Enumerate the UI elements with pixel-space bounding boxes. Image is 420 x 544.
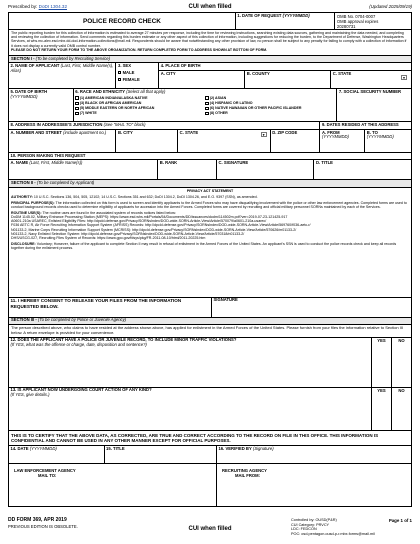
verified-by-field[interactable] [217, 446, 411, 463]
routine-label: ROUTINE USE(S): [11, 210, 42, 215]
verification-row [9, 446, 411, 464]
law-enforcement-mail-block[interactable] [9, 464, 217, 506]
burden-text: The public reporting burden for this collection of information is estimated to average 27 minutes per response, including the time for reviewing instructions, searching existing data sources, gathering and maintaining the data needed, and completing and reviewing the collection of information. Send comments regarding this burden estimate or any other aspect of this collection of information, including suggestions for reducing the burden, to the Department of Defense, Washington Headquarters Services, at whs.mc-alex.esd.mbx.dd-dod-information-collections@mail.mil. Respondents should be aware that notwithstanding any other provision of law, no person shall be subject to any penalty for failing to comply with a collection of information if it does not display a currently valid OMB control number. [11, 31, 407, 48]
sorn-line: F036 AETC R, Air Force Recruiting Information Support System (AFRISS) Records: http://dpcld.defense.gov/Privacy/SORNsIndex/DOD-wide-SORN-Article-View/Article/569760/f036-aetc-r/ [11, 223, 311, 228]
q13-yes-label: YES [377, 387, 386, 393]
sex-female-option[interactable] [116, 77, 158, 84]
race-option[interactable] [205, 96, 335, 100]
applicant-name-hint: (Last, First, Middle Name(s), Alias) [10, 63, 114, 74]
race-checkbox[interactable] [205, 96, 208, 99]
female-label: FEMALE [122, 76, 140, 82]
q12-no-label: NO [398, 337, 405, 343]
consent-row [9, 298, 411, 318]
race-column-right [205, 96, 335, 116]
to-label: B. TO [366, 129, 378, 135]
to-format: (YYYYMMDD) [366, 134, 394, 140]
race-column-left [75, 96, 205, 116]
privacy-act-statement [9, 188, 411, 298]
resided-to-field[interactable] [365, 130, 411, 152]
q12-text: 12. DOES THE APPLICANT HAVE A POLICE OR JUVENILE RECORD, TO INCLUDE MINOR TRAFFIC VIOLATIONS? [10, 337, 237, 343]
resided-from-field[interactable] [320, 130, 365, 152]
race-option[interactable] [205, 101, 335, 105]
cui-category: CUI Category: PRVCY [290, 522, 330, 527]
section-3-note: (To be completed by Police or Juvenile Agency) [38, 317, 127, 323]
requester-name-hint: (Last, First, Middle Name(s)) [29, 160, 83, 166]
q13-text: 13. IS APPLICANT NOW UNDERGOING COURT ACTION OF ANY KIND? [10, 387, 152, 393]
verify-date-format: (YYYYMMDD) [29, 445, 57, 451]
dates-resided-label: 9. DATES RESIDED AT THIS ADDRESS [321, 122, 399, 128]
poc: POC: osd.pentagon.ousd-p-r.mbx.forms@mail.mil [290, 531, 375, 536]
section-2-heading [9, 180, 411, 187]
race-option-label: (8) OTHER [209, 111, 228, 116]
law-mail-to-label: MAIL TO: [38, 472, 57, 478]
consent-statement: 11. I HEREBY CONSENT TO RELEASE YOUR FILES FROM THE INFORMATION REQUESTED BELOW. [9, 298, 212, 317]
chevron-down-icon[interactable]: ▾ [401, 75, 407, 80]
race-option[interactable] [75, 96, 205, 100]
form-title: POLICE RECORD CHECK [83, 17, 161, 25]
dob-label: 5. DATE OF BIRTH [10, 89, 48, 95]
q13-no-label: NO [398, 387, 405, 393]
birth-state-label: C. STATE [332, 70, 352, 76]
cui-banner-bottom: CUI when filled [188, 526, 232, 532]
disclosure-text: Voluntary; However, failure of the applicant to complete Section II may result in refusal of enlistment in the Armed Forces of the United States. An applicant's SSN is used to conduct the police records check and keep all records together during the enlistment process. [11, 241, 397, 250]
requester-name-label: A. NAME [10, 160, 29, 166]
requester-title-field[interactable]: D. TITLE [315, 160, 333, 166]
street-label: A. NUMBER AND STREET [10, 129, 62, 135]
recruiting-mail-from-label: MAIL FROM: [234, 472, 261, 478]
ssn-field[interactable]: 7. SOCIAL SECURITY NUMBER [338, 89, 402, 95]
address-row [9, 130, 411, 153]
sex-male-option[interactable] [116, 70, 158, 77]
requester-signature-field[interactable]: C. SIGNATURE [217, 160, 315, 179]
disclosure-label: DISCLOSURE: [11, 241, 36, 246]
date-request-field[interactable] [236, 13, 336, 29]
race-option-label: (5) MIDDLE EASTERN OR NORTH AFRICAN [79, 106, 155, 111]
sorn-line: N01133-2, Navy Enlisted Selection System: http://dpcld.defense.gov/Privacy/SORNsIndex/DOD-wide-SORN-Article-View/Article/570318/n01133-2/ [11, 231, 245, 236]
birth-place-fields [159, 71, 411, 89]
q13-row [9, 388, 411, 431]
sorn-line: A0601-210a USAREC, Enlisted Eligibility Files: http://dpcld.defense.gov/Privacy/SORNsIndex/DOD-wide-SORN-Article-View/Article/570079/a0601-210a-usarec/ [11, 219, 267, 224]
race-option[interactable] [75, 101, 205, 105]
address-state-label: C. STATE [179, 129, 199, 135]
q13-yes-option[interactable] [371, 388, 391, 430]
verify-date-label: 14. DATE [10, 445, 29, 451]
form-title-cell [9, 13, 236, 29]
authority-text: 10 U.S.C. Sections 136, 504, 505, 12102; 14 U.S.C. Sections 351 and 632; DoDI 1304.2, DoDI 1304.26, and E.O. 9397 (SSN), as amended. [33, 194, 258, 199]
dob-field[interactable] [9, 89, 74, 121]
omb-expires: 20280731 [336, 23, 356, 29]
q12-question [9, 338, 371, 387]
from-format: (YYYYMMDD) [321, 134, 349, 140]
section-3-heading [9, 318, 411, 325]
q12-yes-label: YES [377, 337, 386, 343]
sorn-line: N01133-2, Marine Corps Recruiting Information Support System (MCRISS): http://dpcld.defense.gov/Privacy/SORNsIndex/DOD-wide-SORN-Article-View/Article/570626/m01133-2/ [11, 227, 297, 232]
privacy-disclosure [11, 242, 409, 250]
q12-row [9, 338, 411, 388]
cui-control-info [291, 518, 375, 542]
race-option-label: (7) WHITE [79, 111, 97, 116]
jurisdiction-label: 8. ADDRESS IN ADDRESSEE'S JURISDICTION [10, 122, 103, 128]
page-number: Page 1 of 1 [388, 518, 412, 523]
address-state-field[interactable] [178, 130, 271, 152]
routine-text: The routine uses are found in the associated system of records notices listed below: [42, 210, 176, 215]
female-checkbox[interactable] [118, 78, 121, 81]
updated-date: (Updated 2025/09/19) [369, 4, 412, 10]
q12-hint: (If YES, what was the offense or charge, date, disposition and sentence?) [10, 342, 147, 348]
verify-title-field[interactable]: 15. TITLE [105, 446, 217, 463]
zip-field[interactable]: D. ZIP CODE [271, 130, 321, 152]
section-2-label: SECTION II - [11, 180, 36, 186]
date-request-format: (YYYYMMDD) [282, 12, 310, 18]
prescribed-by-label: Prescribed by: [8, 4, 38, 10]
recruiting-agency-label: RECRUITING AGENCY [221, 467, 267, 473]
police-record-form [8, 12, 412, 507]
section-3-text: The person described above, who claims to have resided at the address shown above, has applied for enlistment in the Armed Forces of the United States. Please furnish from your files the information relative to Section III below. A return envelope is provided for your convenience. [9, 325, 411, 337]
cui-banner-top: CUI when filled [188, 3, 232, 10]
race-cell [74, 89, 338, 121]
burden-statement [9, 30, 411, 56]
q13-no-option[interactable] [391, 388, 411, 430]
race-checkbox[interactable] [75, 96, 78, 99]
privacy-purpose [11, 201, 409, 209]
race-checkbox[interactable] [205, 102, 208, 105]
section-2-note: (To be completed by Applicant) [36, 180, 95, 186]
privacy-heading: PRIVACY ACT STATEMENT [186, 188, 234, 193]
purpose-text: The information collected on this form is used to screen and identify applicants to the Armed Forces who may have disqualifying involvement with the police or other law enforcement agencies. Completed forms are used to conduct background records checks used to determine eligibility of applicants for accession into the Armed Forces. Completed forms are covered by recruiting and official military personnel SORNs maintained by each of the Services. [11, 200, 407, 209]
jurisdiction-hint: (See "MAIL TO" block) [103, 122, 146, 128]
race-option[interactable] [205, 106, 335, 110]
title-row [9, 13, 411, 30]
return-notice: PLEASE DO NOT RETURN YOUR FORM TO THE ABOVE ORGANIZATION. RETURN COMPLETED FORM TO ADDRESS SHOWN AT BOTTOM OF FORM. [11, 47, 268, 52]
q13-question [9, 388, 371, 430]
omb-cell [335, 13, 411, 29]
race-checkbox[interactable] [75, 102, 78, 105]
form-number: DD FORM 369, APR 2019 [8, 517, 67, 523]
male-label: MALE [122, 69, 135, 75]
place-of-birth-cell [159, 63, 411, 88]
ldc: LDC: FEDCON [290, 527, 317, 532]
controlled-by: Controlled by: OUSD(P&R) [290, 518, 337, 522]
race-heading [75, 90, 335, 95]
previous-edition-note: PREVIOUS EDITION IS OBSOLETE. [8, 523, 78, 529]
section-1-label: SECTION I - [11, 55, 35, 61]
address-city-field[interactable]: B. CITY [116, 130, 178, 152]
requester-heading: 10. PERSON MAKING THIS REQUEST [10, 152, 86, 158]
date-request-label: 1. DATE OF REQUEST [237, 12, 282, 18]
race-label: 6. RACE AND ETHNICITY [75, 89, 126, 95]
form-footer [8, 518, 412, 542]
purpose-label: PRINCIPAL PURPOSE(S): [11, 200, 55, 205]
prescribed-by [8, 4, 67, 9]
verified-by-hint: (Signature) [252, 445, 274, 451]
applicant-row [9, 63, 411, 89]
chevron-down-icon[interactable]: ▾ [261, 132, 267, 137]
street-field[interactable] [9, 130, 116, 152]
sex-cell [116, 63, 159, 88]
applicant-name-label: 2. NAME OF APPLICANT [10, 63, 60, 69]
race-options [75, 96, 335, 116]
verified-by-label: 16. VERIFIED BY [218, 445, 252, 451]
q12-yes-option[interactable] [371, 338, 391, 387]
race-option-label: (1) AMERICAN INDIAN/ALASKA NATIVE [79, 96, 148, 101]
control-block [291, 518, 412, 542]
omb-approval: OMB approval expires [336, 18, 379, 24]
dob-format: (YYYYMMDD) [10, 94, 38, 100]
omb-number: OMB No. 0704-0007 [336, 13, 376, 19]
dodi-link[interactable]: DoDI 1304.32 [38, 4, 68, 10]
jurisdiction-heading [9, 122, 320, 128]
certification-statement: THIS IS TO CERTIFY THAT THE ABOVE DATA, AS CORRECTED, ARE TRUE AND CORRECT ACCORDING TO THE RECORD ON FILE IN THIS OFFICE. THIS INFORMATION IS CONFIDENTIAL AND CANNOT BE USED IN ANY OTHER MANNER EXCEPT FOR OFFICIAL PURPOSES. [9, 431, 411, 446]
race-hint: (Select all that apply) [126, 89, 166, 95]
form-header [8, 2, 412, 12]
race-checkbox[interactable] [75, 112, 78, 115]
verify-date-field[interactable] [9, 446, 105, 463]
birth-county-field[interactable]: B. COUNTY [245, 71, 331, 89]
recruiting-mail-block[interactable] [217, 464, 411, 506]
q13-hint: (If YES, give details.) [10, 392, 50, 398]
authority-label: AUTHORITY: [11, 194, 33, 199]
race-option[interactable] [75, 106, 205, 110]
consent-signature-field[interactable]: SIGNATURE [213, 297, 238, 303]
law-agency-label: LAW ENFORCEMENT AGENCY [14, 467, 76, 473]
race-option[interactable] [75, 111, 205, 115]
street-hint: (include apartment no.) [63, 129, 107, 135]
dob-race-row [9, 89, 411, 122]
male-checkbox[interactable] [118, 71, 121, 74]
section-1-note: (To be completed by Recruiting Service) [35, 55, 110, 61]
sorn-line: DoDM 1145.02, Military Entrance Processing Station (MEPS): https://www.esd.whs.mil/Portals/54/Documents/DD/issuances/dodm/114502m.pdf?ver=2019-07-23-121425-917 [11, 214, 288, 219]
from-label: A. FROM [321, 129, 340, 135]
q12-no-option[interactable] [391, 338, 411, 387]
sorn-line: DHS/USCG-027, Recruiting Files System of Records: https://www.gpo.gov/fdsys/pkg/FR-2011-08-10/html/2011-20225.htm [11, 236, 206, 241]
race-option[interactable] [205, 111, 335, 115]
race-option-label: (2) ASIAN [209, 96, 227, 101]
applicant-name-field[interactable] [9, 63, 116, 88]
privacy-authority [11, 195, 409, 199]
form-id-block [8, 518, 78, 542]
race-checkbox[interactable] [205, 112, 208, 115]
section-3-label: SECTION III - [11, 317, 37, 323]
birth-place-label: 4. PLACE OF BIRTH [159, 63, 411, 70]
race-option-label: (6) NATIVE HAWAIIAN OR OTHER PACIFIC ISLANDER [209, 106, 302, 111]
mail-blocks-row [9, 464, 411, 506]
requester-name-field[interactable] [9, 160, 158, 179]
sex-label: 3. SEX [117, 63, 132, 69]
race-option-label: (4) HISPANIC OR LATINO [209, 101, 253, 106]
birth-state-field[interactable] [331, 71, 411, 89]
birth-city-field[interactable]: A. CITY [159, 71, 245, 89]
race-checkbox[interactable] [75, 107, 78, 110]
requester-row [9, 160, 411, 180]
race-option-label: (3) BLACK OR AFRICAN AMERICAN [79, 101, 142, 106]
race-checkbox[interactable] [205, 107, 208, 110]
requester-rank-field[interactable]: B. RANK [158, 160, 217, 179]
